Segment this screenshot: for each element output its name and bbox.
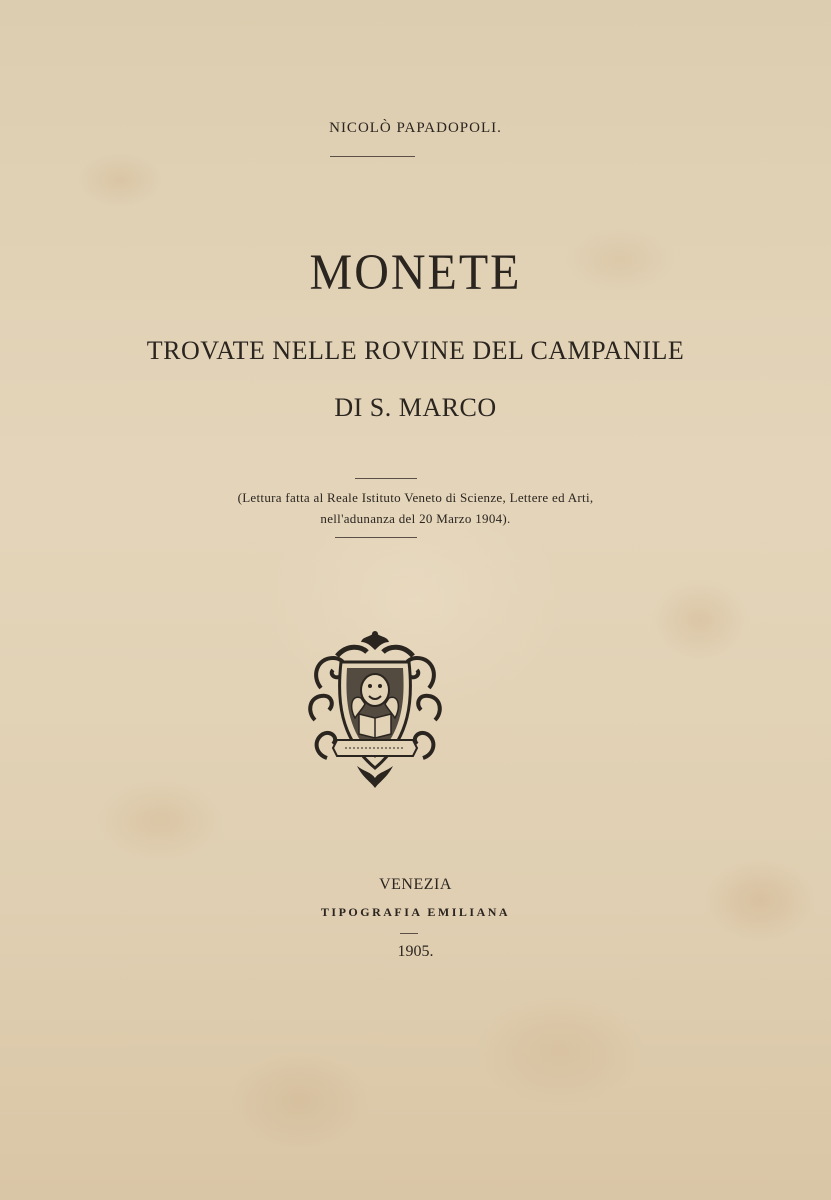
imprint-publisher: TIPOGRAFIA EMILIANA (320, 905, 511, 919)
main-title: MONETE (309, 244, 522, 301)
subtitle-line-2: DI S. MARCO (334, 393, 497, 422)
subtitle-line-1: TROVATE NELLE ROVINE DEL CAMPANILE (146, 336, 685, 365)
imprint-year: 1905. (397, 943, 434, 960)
imprint-city: VENEZIA (379, 876, 452, 893)
note-line-2: nell'adunanza del 20 Marzo 1904). (320, 511, 511, 526)
note-divider-bottom (335, 537, 417, 538)
author-name: NICOLÒ PAPADOPOLI. (329, 120, 502, 136)
note-line-1: (Lettura fatta al Reale Istituto Veneto di Scienze, Lettere ed Arti, (237, 490, 594, 505)
author-divider (330, 156, 415, 157)
imprint-divider (400, 933, 418, 934)
note-divider-top (355, 478, 417, 479)
lion-of-st-mark-crest-icon (307, 628, 443, 790)
